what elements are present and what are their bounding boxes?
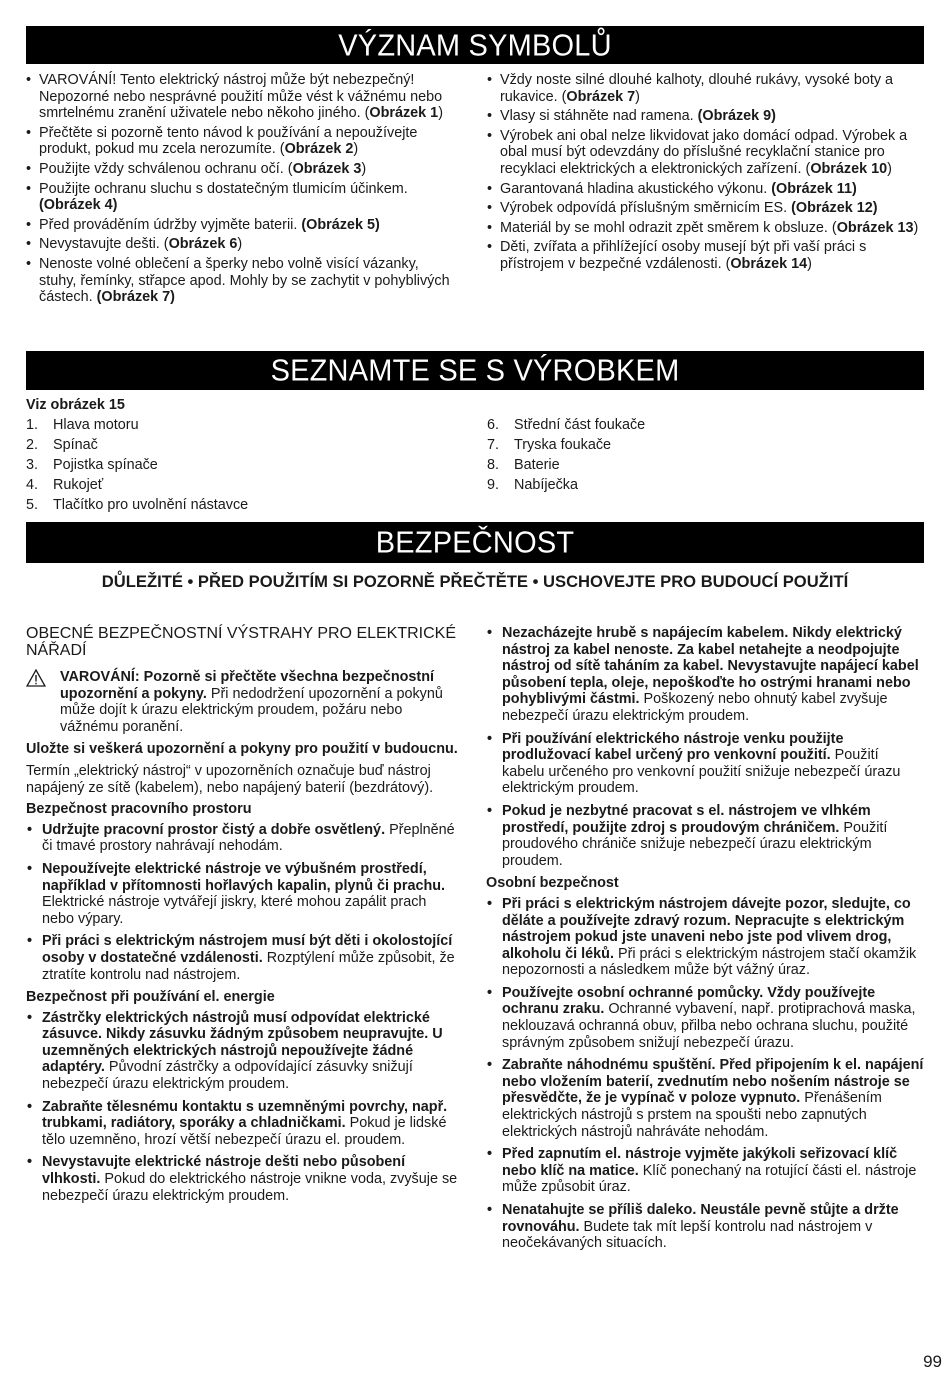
symbol-description: VAROVÁNÍ! Tento elektrický nástroj může být nebezpečný! Nepozorné nebo nesprávné použití může vést k vážnému nebo smrtelnému zranění uživatele nebo někoho jiného. (	[39, 72, 443, 122]
symbol-description: Výrobek odpovídá příslušným směrnicím ES.	[500, 200, 792, 217]
symbol-description-end: )	[361, 160, 367, 177]
safety-rule-bold: Nezacházejte hrubě s napájecím kabelem. Nikdy elektrický nástroj za kabel nenoste. Za kabel netahejte a neodpojujte nástroj od sítě taháním za kabel. Nevystavujte napájecí kabel působení tepla, oleje, nepoškoďte ho ostrými hranami nebo pohyblivými částmi.	[502, 625, 919, 708]
symbol-list-item	[487, 108, 924, 125]
electrical-safety-heading: Bezpečnost při používání el. energie	[26, 989, 275, 1006]
part-number: 9.	[487, 477, 500, 494]
general-warnings-heading: OBECNÉ BEZPEČNOSTNÍ VÝSTRAHY PRO ELEKTRICKÉ NÁŘADÍ	[26, 625, 457, 659]
part-number: 7.	[487, 437, 500, 454]
symbol-list-item	[26, 72, 456, 122]
product-part-item	[26, 477, 456, 494]
safety-list-item	[486, 625, 924, 725]
part-label: Hlava motoru	[53, 416, 139, 433]
figure-reference: (Obrázek 12)	[791, 200, 878, 217]
product-parts-list-right	[487, 417, 924, 494]
figure-reference: Obrázek 13	[836, 219, 914, 236]
safety-rule-text: Elektrické nástroje vytvářejí jiskry, které mohou zapálit prach nebo výpary.	[42, 894, 427, 927]
safety-list-item	[26, 822, 462, 855]
safety-rule-text: Klíč ponechaný na rotující části el. nástroje může způsobit úraz.	[502, 1162, 917, 1196]
symbols-title-bar	[26, 26, 924, 64]
safety-rule-bold: Nepoužívejte elektrické nástroje ve výbušném prostředí, například v přítomnosti hořlavých kapalin, plynů či prachu.	[42, 860, 446, 894]
symbol-list-item	[26, 236, 456, 253]
product-part-item	[26, 497, 456, 514]
safety-list-item	[26, 933, 462, 983]
safety-rule-bold: Při používání elektrického nástroje venku použijte prodlužovací kabel určený pro venkovní použití.	[502, 730, 844, 764]
product-part-item	[26, 417, 456, 434]
keep-instructions-text: Uložte si veškerá upozornění a pokyny pro použití v budoucnu.	[26, 741, 458, 758]
symbol-list-item	[487, 200, 924, 217]
symbol-description-end: )	[635, 88, 640, 105]
safety-list-item	[486, 896, 924, 979]
warning-text: Při nedodržení upozornění a pokynů může dojít k úrazu elektrickým proudem, požáru nebo vážnému poranění.	[60, 685, 443, 735]
safety-left-column	[26, 625, 462, 1210]
symbol-description-end: )	[353, 141, 359, 158]
safety-rule-bold: Zabraňte tělesnému kontaktu s uzemněnými povrchy, např. trubkami, radiátory, sporáky a chladničkami.	[42, 1098, 448, 1132]
part-number: 5.	[26, 496, 39, 513]
symbol-list-item	[26, 217, 456, 234]
safety-rule-bold: Nenatahujte se příliš daleko. Neustále pevně stůjte a držte rovnováhu.	[502, 1202, 899, 1235]
safety-right-column	[486, 625, 924, 1258]
safety-list-item	[486, 1057, 924, 1140]
symbols-right-list	[487, 72, 924, 273]
symbol-list-item	[26, 181, 456, 214]
symbol-description: Před prováděním údržby vyjměte baterii.	[39, 216, 302, 233]
symbol-list-item	[487, 239, 924, 272]
safety-rule-text: Při práci s elektrickým nástrojem stačí okamžik nepozornosti a následkem může být vážný úraz.	[502, 945, 917, 979]
safety-rule-text: Původní zástrčky a odpovídající zásuvky snižují nebezpečí úrazu elektrickým proudem.	[42, 1059, 413, 1093]
part-number: 6.	[487, 417, 500, 433]
work-area-heading: Bezpečnost pracovního prostoru	[26, 801, 252, 818]
part-number: 3.	[26, 456, 39, 473]
personal-safety-list	[486, 896, 924, 1252]
symbol-list-item	[487, 128, 924, 178]
symbol-description: Vždy noste silné dlouhé kalhoty, dlouhé rukávy, vysoké boty a rukavice. (	[500, 72, 894, 105]
safety-rule-text: Pokud je lidské tělo uzemněno, hrozí větší nebezpečí úrazu el. proudem.	[42, 1115, 447, 1148]
symbol-description: Garantovaná hladina akustického výkonu.	[500, 180, 772, 197]
safety-rule-text: Poškozený nebo ohnutý kabel zvyšuje nebezpečí úrazu elektrickým proudem.	[502, 691, 888, 724]
symbol-description: Použijte vždy schválenou ochranu očí. (	[39, 160, 293, 177]
symbol-description-end: )	[438, 105, 443, 122]
symbol-description: Nevystavujte dešti. (	[39, 236, 169, 253]
safety-rule-text: Pokud do elektrického nástroje vnikne voda, zvyšuje se nebezpečí úrazu elektrickým proudem.	[42, 1171, 458, 1204]
product-title-bar	[26, 351, 924, 390]
safety-list-item	[486, 985, 924, 1051]
product-part-item	[487, 457, 924, 474]
symbol-list-item	[26, 256, 456, 306]
figure-reference: (Obrázek 5)	[301, 216, 380, 233]
electrical-safety-list-left	[26, 1010, 462, 1205]
safety-list-item	[486, 1146, 924, 1196]
safety-list-item	[26, 1010, 462, 1093]
part-number: 1.	[26, 416, 39, 433]
product-right-column	[487, 417, 924, 497]
part-number: 4.	[26, 476, 39, 493]
symbol-description: Výrobek ani obal nelze likvidovat jako domácí odpad. Výrobek a obal musí být odevzdány do příslušné recyklační stanice pro recyklaci elektrických a elektronických zařízení. (	[500, 127, 908, 177]
see-figure-label: Viz obrázek 15	[26, 397, 125, 413]
figure-reference: Obrázek 14	[730, 255, 808, 272]
warning-triangle-icon	[26, 669, 60, 735]
part-label: Rukojeť	[53, 476, 104, 493]
symbol-description: Nenoste volné oblečení a šperky nebo volně visící vázanky, stuhy, řemínky, střapce apod. Mohly by se zachytit v pohyblivých částech.	[39, 255, 450, 306]
product-part-item	[487, 477, 924, 494]
part-number: 2.	[26, 436, 39, 453]
figure-reference: (Obrázek 9)	[697, 108, 776, 125]
figure-reference: Obrázek 2	[284, 141, 354, 158]
part-label: Střední část foukače	[514, 417, 646, 433]
electrical-safety-list-right	[486, 625, 924, 869]
safety-rule-bold: Zabraňte náhodnému spuštění. Před připojením k el. napájení nebo vložením baterií, zvednutím nebo nošením nástroje se přesvědčte, že je vypínač v poloze vypnuto.	[502, 1057, 924, 1107]
safety-rule-bold: Nevystavujte elektrické nástroje dešti nebo působení vlhkosti.	[42, 1154, 406, 1188]
symbols-title: VÝZNAM SYMBOLŮ	[338, 29, 612, 63]
symbol-description: Materiál by se mohl odrazit zpět směrem k obsluze. (	[500, 219, 837, 236]
product-part-item	[487, 437, 924, 454]
symbol-description: Vlasy si stáhněte nad ramena.	[500, 108, 698, 125]
symbol-description: Použijte ochranu sluchu s dostatečným tlumicím účinkem.	[39, 180, 408, 197]
safety-rule-bold: Při práci s elektrickým nástrojem musí být děti i okolostojící osoby v dostatečné vzdálenosti.	[42, 933, 453, 966]
safety-list-item	[486, 803, 924, 869]
part-label: Pojistka spínače	[53, 456, 158, 473]
safety-list-item	[26, 1099, 462, 1149]
safety-rule-text: Ochranné vybavení, např. protiprachová maska, neklouzavá ochranná obuv, přilba nebo ochrana sluchu, použité správným způsobem snižují nebezpečí úrazu.	[502, 1001, 916, 1051]
warning-block	[26, 669, 462, 735]
safety-rule-text: Budete tak mít lepší kontrolu nad nástrojem v neočekávaných situacích.	[502, 1218, 873, 1252]
figure-reference: Obrázek 10	[810, 160, 888, 177]
important-notice: DŮLEŽITÉ • PŘED POUŽITÍM SI POZORNĚ PŘEČTĚTE • USCHOVEJTE PRO BUDOUCÍ POUŽITÍ	[101, 572, 849, 591]
safety-title: BEZPEČNOST	[375, 526, 575, 560]
safety-rule-text: Rozptýlení může způsobit, že ztratíte kontrolu nad nástrojem.	[42, 949, 455, 983]
page-number: 99	[923, 1352, 942, 1372]
figure-reference: (Obrázek 11)	[771, 180, 857, 197]
safety-rule-text: Použití kabelu určeného pro venkovní použití snižuje nebezpečí úrazu elektrickým proudem.	[502, 747, 901, 797]
symbol-description-end: )	[913, 219, 919, 236]
product-part-item	[26, 437, 456, 454]
safety-rule-bold: Při práci s elektrickým nástrojem dávejte pozor, sledujte, co děláte a používejte zdravý rozum. Nepracujte s elektrickým nástrojem pokud jste unaveni nebo jste pod vlivem drog, alkoholu či léků.	[502, 895, 911, 962]
symbol-list-item	[26, 125, 456, 158]
symbol-list-item	[487, 72, 924, 105]
product-part-item	[26, 457, 456, 474]
safety-rule-bold: Pokud je nezbytné pracovat s el. nástrojem ve vlhkém prostředí, použijte zdroj s proudovým chráničem.	[502, 802, 871, 836]
symbol-list-item	[26, 161, 456, 178]
part-label: Baterie	[514, 457, 560, 474]
symbol-list-item	[487, 181, 924, 198]
symbol-description: Přečtěte si pozorně tento návod k používání a nepoužívejte produkt, pokud mu zcela nerozumíte. (	[39, 124, 418, 158]
figure-reference: (Obrázek 7)	[96, 289, 175, 306]
safety-rule-text: Přeplněné či tmavé prostory nahrávají nehodám.	[42, 821, 455, 855]
figure-reference: Obrázek 1	[369, 105, 439, 122]
part-number: 8.	[487, 457, 500, 474]
product-parts-list-left	[26, 417, 456, 514]
term-definition-text: Termín „elektrický nástroj“ v upozorněních označuje buď nástroj napájený ze sítě (kabelem), nebo napájený baterií (bezdrátový).	[26, 762, 434, 796]
figure-reference: Obrázek 3	[292, 160, 362, 177]
safety-rule-bold: Před zapnutím el. nástroje vyjměte jakýkoli seřizovací klíč nebo klíč na matice.	[502, 1146, 898, 1179]
figure-reference: Obrázek 7	[566, 88, 636, 105]
personal-safety-heading: Osobní bezpečnost	[486, 875, 619, 892]
product-title: SEZNAMTE SE S VÝROBKEM	[270, 354, 680, 388]
symbol-description: Děti, zvířata a přihlížející osoby musejí být při vaší práci s přístrojem v bezpečné vzdálenosti. (	[500, 239, 867, 272]
safety-list-item	[26, 1154, 462, 1204]
part-label: Nabíječka	[514, 477, 578, 494]
symbols-right-column	[487, 72, 924, 276]
warning-bold-text: VAROVÁNÍ: Pozorně si přečtěte všechna bezpečnostní upozornění a pokyny.	[60, 669, 434, 702]
part-label: Tlačítko pro uvolnění nástavce	[53, 496, 249, 513]
part-label: Spínač	[53, 436, 98, 453]
safety-rule-bold: Zástrčky elektrických nástrojů musí odpovídat elektrické zásuvce. Nikdy zásuvku žádným způsobem neupravujte. U uzemněných elektrických nástrojů nepoužívejte žádné adaptéry.	[42, 1009, 443, 1076]
safety-list-item	[486, 1202, 924, 1252]
safety-rule-text: Použití proudového chrániče snižuje nebezpečí úrazu elektrickým proudem.	[502, 819, 888, 869]
symbol-description-end: )	[887, 160, 892, 177]
safety-list-item	[486, 731, 924, 797]
figure-reference: (Obrázek 4)	[39, 197, 118, 214]
safety-rule-bold: Používejte osobní ochranné pomůcky. Vždy používejte ochranu zraku.	[502, 984, 876, 1018]
product-part-item	[487, 417, 924, 434]
symbol-description-end: )	[807, 255, 812, 272]
safety-list-item	[26, 861, 462, 927]
work-area-list	[26, 822, 462, 983]
safety-rule-text: Přenášením elektrických nástrojů s prstem na spoušti nebo zapnutých elektrických nástrojů nahráváte nehodám.	[502, 1090, 882, 1140]
figure-reference: Obrázek 6	[168, 236, 238, 253]
symbol-description-end: )	[237, 236, 243, 253]
safety-title-bar	[26, 522, 924, 563]
symbols-left-list	[26, 72, 456, 306]
product-left-column	[26, 397, 456, 517]
safety-rule-bold: Udržujte pracovní prostor čistý a dobře osvětlený.	[42, 821, 386, 838]
symbols-left-column	[26, 72, 456, 309]
part-label: Tryska foukače	[514, 437, 612, 454]
symbol-list-item	[487, 220, 924, 237]
